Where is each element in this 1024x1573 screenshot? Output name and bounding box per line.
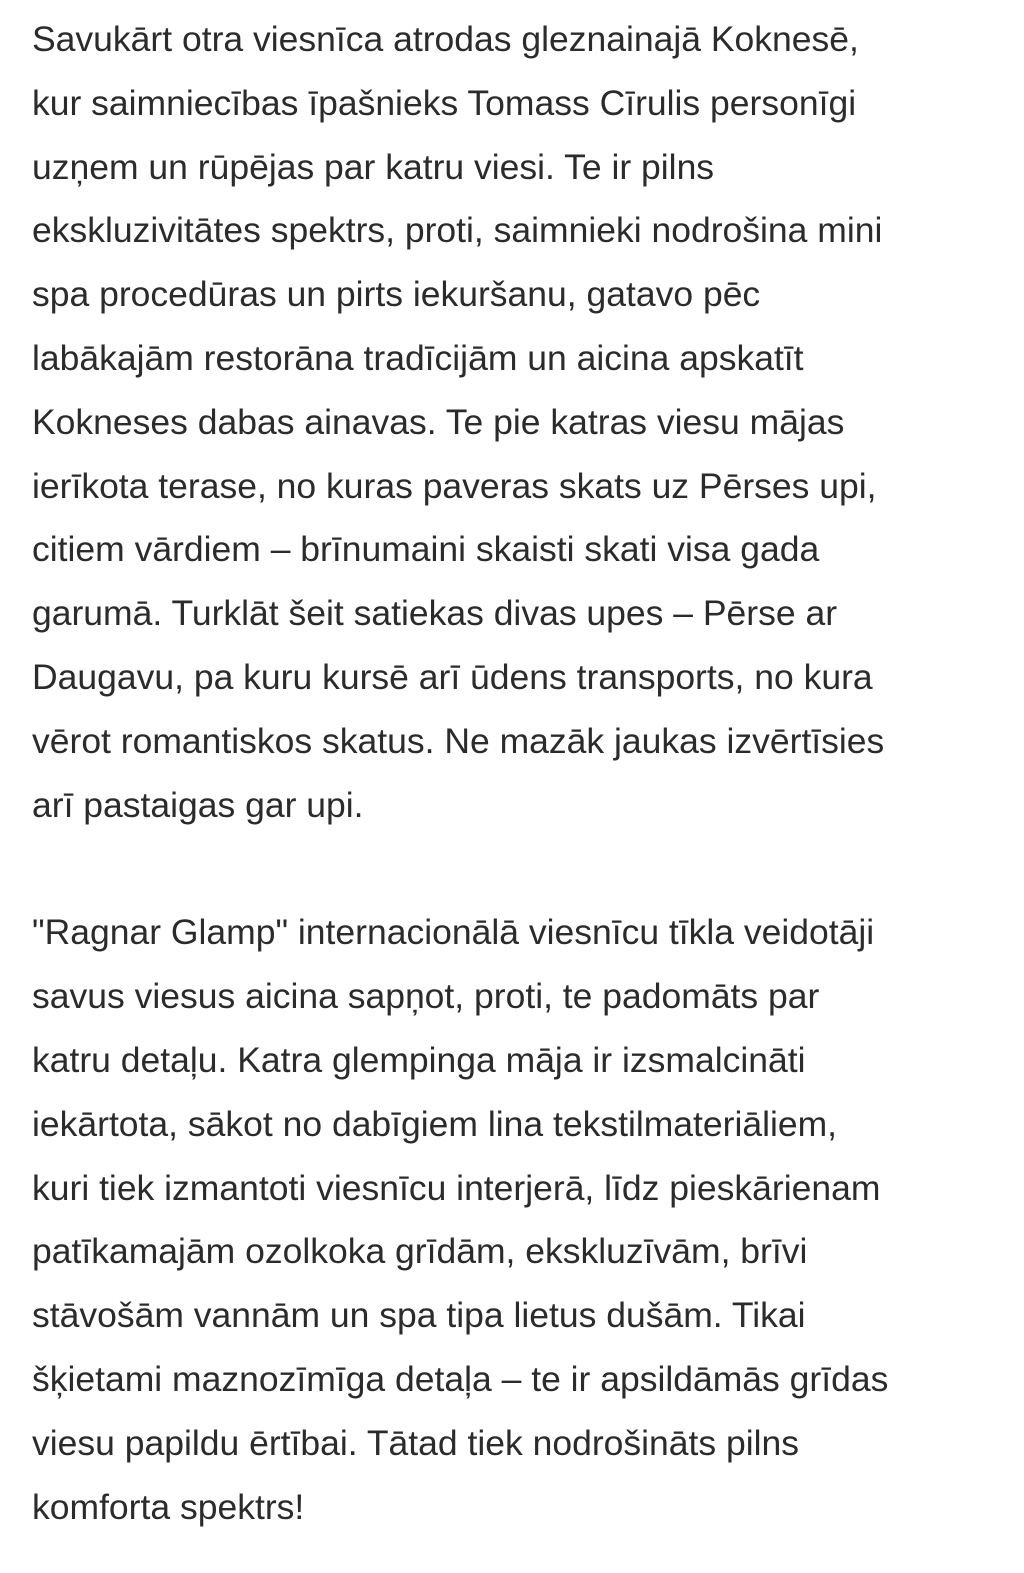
text-line: stāvošām vannām un spa tipa lietus dušām. Tikai: [32, 1295, 806, 1336]
text-line: Savukārt otra viesnīca atrodas gleznainajā Koknesē,: [32, 19, 859, 59]
text-line: savus viesus aicina sapņot, proti, te padomāts par: [32, 976, 820, 1017]
text-line: vērot romantiskos skatus. Ne mazāk jaukas izvērtīsies: [32, 720, 885, 761]
text-line: katru detaļu. Katra glempinga māja ir izsmalcināti: [32, 1039, 806, 1080]
text-line: Kokneses dabas ainavas. Te pie katras viesu mājas: [32, 401, 845, 442]
paragraph-koknese: [32, 8, 997, 837]
text-line: komforta spektrs!: [32, 1486, 305, 1527]
text-line: kur saimniecības īpašnieks Tomass Cīrulis personīgi: [32, 82, 857, 123]
text-line: labākajām restorāna tradīcijām un aicina apskatīt: [32, 337, 804, 378]
text-line: spa procedūras un pirts iekuršanu, gatavo pēc: [32, 274, 761, 315]
text-line: arī pastaigas gar upi.: [32, 784, 364, 825]
text-line: Daugavu, pa kuru kursē arī ūdens transports, no kura: [32, 656, 873, 697]
article-body: [32, 8, 997, 1539]
text-line: iekārtota, sākot no dabīgiem lina tekstilmateriāliem,: [32, 1103, 838, 1144]
text-line: citiem vārdiem – brīnumaini skaisti skati visa gada: [32, 529, 820, 570]
text-line: ekskluzivitātes spektrs, proti, saimnieki nodrošina mini: [32, 210, 883, 251]
text-line: uzņem un rūpējas par katru viesi. Te ir pilns: [32, 146, 715, 187]
text-line: kuri tiek izmantoti viesnīcu interjerā, līdz pieskārienam: [32, 1167, 881, 1208]
paragraph-ragnar-glamp: [32, 901, 997, 1539]
text-line: patīkamajām ozolkoka grīdām, ekskluzīvām, brīvi: [32, 1231, 808, 1272]
text-line: "Ragnar Glamp" internacionālā viesnīcu tīkla veidotāji: [32, 912, 875, 953]
paragraph-spacer: [32, 837, 997, 901]
text-line: šķietami maznozīmīga detaļa – te ir apsildāmās grīdas: [32, 1358, 889, 1399]
text-line: ierīkota terase, no kuras paveras skats uz Pērses upi,: [32, 465, 877, 506]
text-line: viesu papildu ērtībai. Tātad tiek nodrošināts pilns: [32, 1422, 799, 1463]
text-line: garumā. Turklāt šeit satiekas divas upes – Pērse ar: [32, 593, 838, 634]
